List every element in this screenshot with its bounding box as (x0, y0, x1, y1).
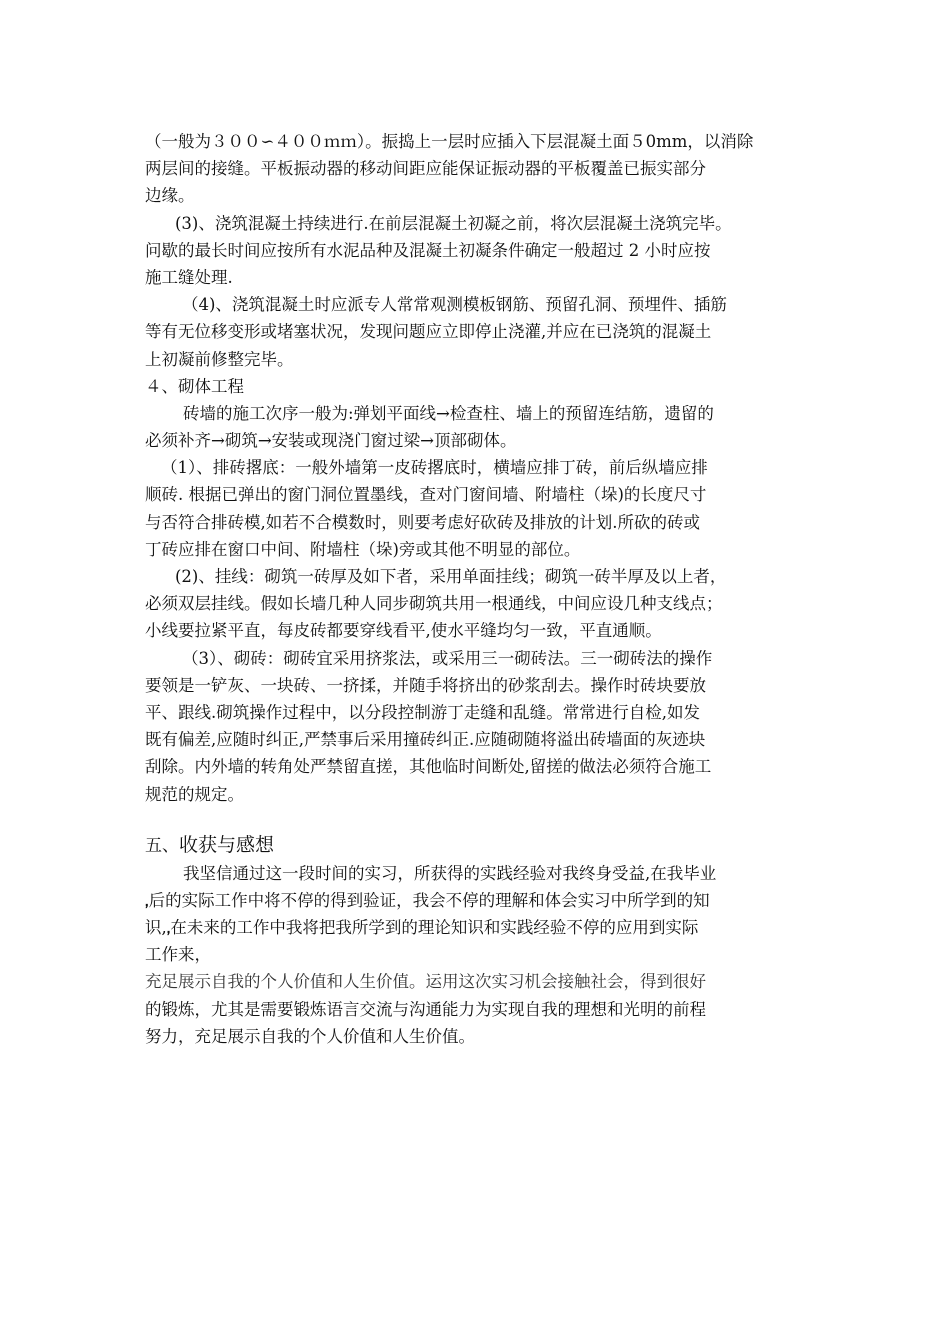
text-line: 平、跟线.砌筑操作过程中，以分段控制游丁走缝和乱缝。常常进行自检,如发 (145, 702, 700, 722)
text-line: （4)、浇筑混凝土时应派专人常常观测模板钢筋、预留孔洞、预埋件、插筋 (182, 295, 727, 315)
text-line: 两层间的接缝。平板振动器的移动间距应能保证振动器的平板覆盖已振实部分 (145, 159, 706, 179)
text-line: 必须双层挂线。假如长墙几种人同步砌筑共用一根通线，中间应设几种支线点； (145, 594, 723, 614)
text-line: 必须补齐→砌筑→安装或现浇门窗过梁→顶部砌体。 (145, 431, 517, 451)
text-line: 顺砖. 根据已弹出的窗门洞位置墨线，查对门窗间墙、附墙柱（垛)的长度尺寸 (145, 485, 707, 505)
text-line: （1）、排砖撂底：一般外墙第一皮砖撂底时，横墙应排丁砖，前后纵墙应排 (161, 458, 708, 478)
chapter-number: 五、 (145, 835, 179, 856)
text-line: (2)、挂线：砌筑一砖厚及如下者，采用单面挂线；砌筑一砖半厚及以上者， (175, 567, 727, 586)
text-span: 在未来的工作中我将把我所学到的理论知识和实践经验不停的应用到实际 (170, 918, 699, 938)
text-line: 我坚信通过这一段时间的实习，所获得的实践经验对我终身受益,在我毕业 (183, 863, 717, 883)
text-line (145, 914, 815, 941)
text-line: 努力，充足展示自我的个人价值和人生价值。 (145, 1026, 475, 1046)
text-line: （一般为３００∽４００ｍｍ）。振捣上一层时应插入下层混凝土面５0mm，以消除 (145, 132, 754, 151)
text-line: 充足展示自我的个人价值和人生价值。运用这次实习机会接触社会，得到很好 (145, 972, 706, 992)
text-line (145, 887, 815, 914)
text-line: 问歇的最长时间应按所有水泥品种及混凝土初凝条件确定一般超过 2 小时应按 (145, 240, 711, 260)
section-heading: ４、砌体工程 (145, 376, 244, 396)
text-line: 砖墙的施工次序一般为:弹划平面线→检查柱、墙上的预留连结筋，遗留的 (183, 403, 714, 423)
text-line: 等有无位移变形或堵塞状况，发现问题应立即停止浇灌,并应在已浇筑的混凝土 (145, 322, 712, 342)
text-line: 边缘。 (145, 186, 195, 206)
text-span: 识, (145, 918, 167, 938)
text-line: 小线要拉紧平直，每皮砖都要穿线看平,使水平缝均匀一致，平直通顺。 (145, 621, 662, 641)
text-line: 与否符合排砖模,如若不合模数时，则要考虑好砍砖及排放的计划.所砍的砖或 (145, 512, 700, 532)
chapter-title: 收获与感想 (179, 833, 275, 856)
text-line: 既有偏差,应随时纠正,严禁事后采用撞砖纠正.应随砌随将溢出砖墙面的灰迹块 (145, 730, 706, 750)
text-line: 的锻炼，尤其是需要锻炼语言交流与沟通能力为实现自我的理想和光明的前程 (145, 999, 706, 1019)
text-line: （3）、砌砖：砌砖宜采用挤浆法，或采用三一砌砖法。三一砌砖法的操作 (182, 648, 713, 668)
stray-marker: ꓹ (145, 894, 149, 909)
text-line: (3)、浇筑混凝土持续进行.在前层混凝土初凝之前，将次层混凝土浇筑完毕。 (175, 213, 732, 233)
text-span: 后的实际工作中将不停的得到验证，我会不停的理解和体会实习中所学到的知 (148, 890, 710, 910)
text-line: 上初凝前修整完毕。 (145, 349, 294, 369)
text-line: 丁砖应排在窗口中间、附墙柱（垛)旁或其他不明显的部位。 (145, 539, 581, 559)
text-line: 施工缝处理. (145, 267, 233, 287)
document-page (145, 128, 815, 1050)
chapter-heading (145, 830, 815, 860)
stray-marker: ꓹ (166, 922, 171, 937)
text-line: 规范的规定。 (145, 784, 244, 804)
text-line: 刮除。内外墙的转角处严禁留直搓，其他临时间断处,留搓的做法必须符合施工 (145, 757, 712, 777)
text-line: 工作来， (145, 945, 211, 965)
text-line: 要领是一铲灰、一块砖、一挤揉，并随手将挤出的砂浆刮去。操作时砖块要放 (145, 675, 706, 695)
